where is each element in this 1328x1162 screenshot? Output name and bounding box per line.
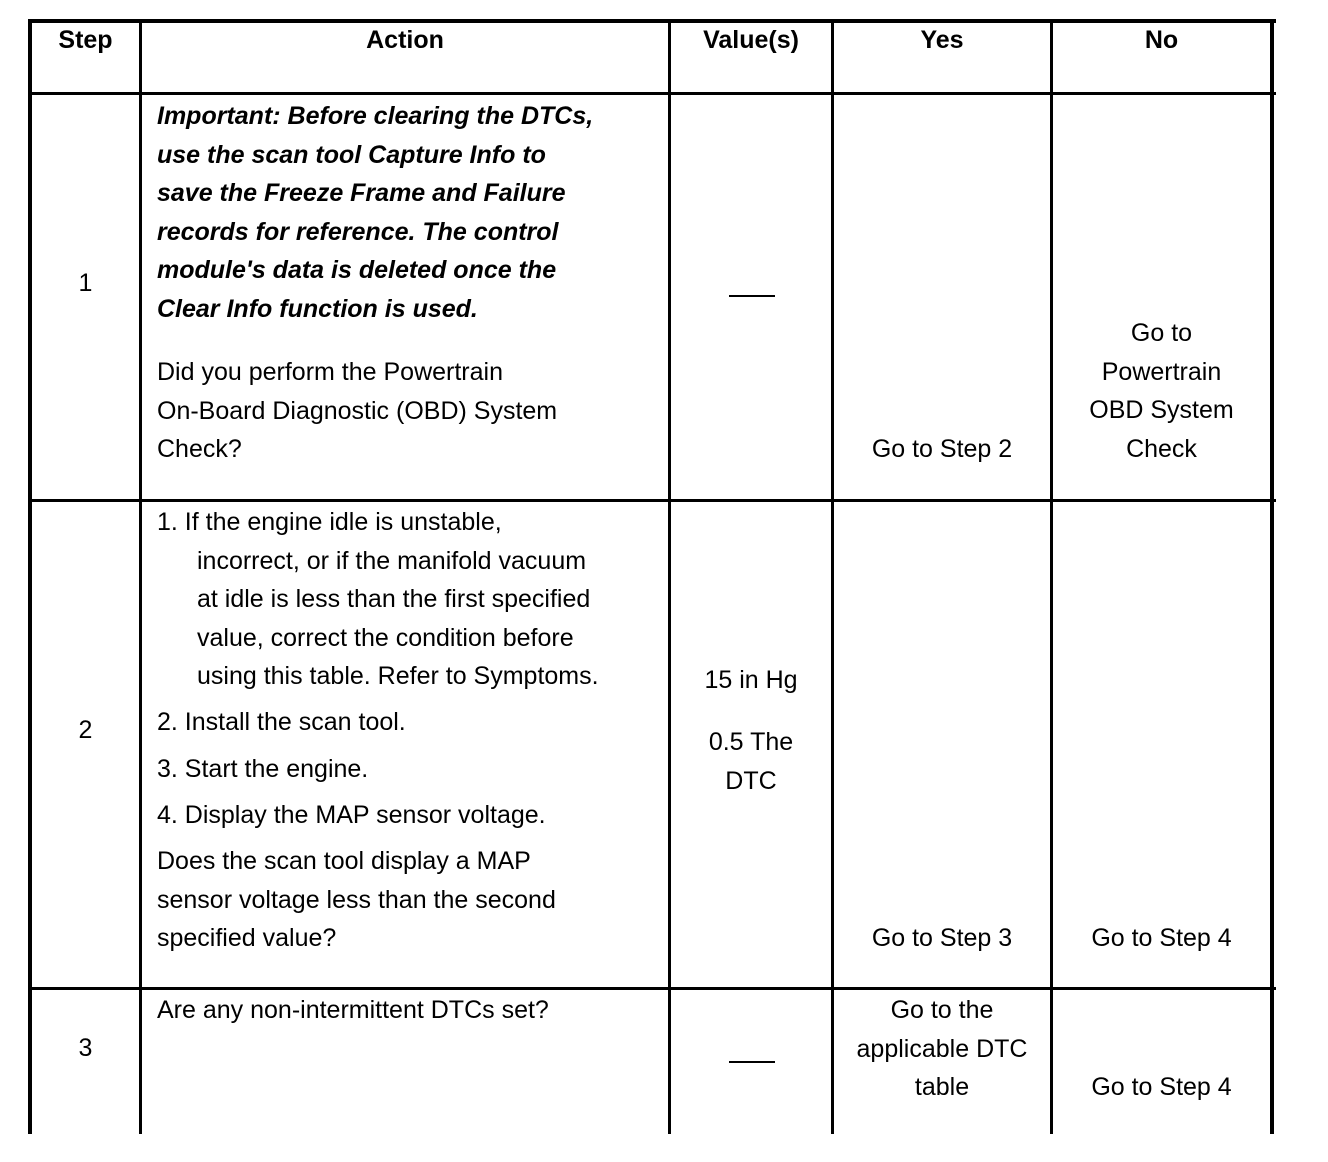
col-divider-3 <box>831 19 834 1134</box>
row-3-value-dash <box>729 1061 775 1063</box>
header-step: Step <box>58 26 113 54</box>
row-3-step: 3 <box>78 1034 93 1062</box>
no-line: Go to <box>1130 319 1193 347</box>
row-2-item-3: 3. Start the engine. <box>157 755 369 783</box>
row-2-item-4: 4. Display the MAP sensor voltage. <box>157 801 546 829</box>
row-2-item-1 <box>157 503 599 696</box>
item-line: using this table. Refer to Symptoms. <box>197 662 599 690</box>
item-line: at idle is less than the first specified <box>197 585 591 613</box>
col-divider-2 <box>668 19 671 1134</box>
header-yes: Yes <box>920 26 964 54</box>
row-1-question <box>157 353 557 469</box>
question-line: On-Board Diagnostic (OBD) System <box>157 396 558 425</box>
row-2-step: 2 <box>78 716 93 744</box>
row-divider-1 <box>28 499 1276 502</box>
question-line: sensor voltage less than the second <box>157 885 556 914</box>
row-1-no <box>1053 314 1270 468</box>
item-line: incorrect, or if the manifold vacuum <box>197 546 587 575</box>
note-line: Clear Info function is used. <box>157 294 478 323</box>
row-2-no: Go to Step 4 <box>1091 924 1232 952</box>
row-1-yes: Go to Step 2 <box>871 435 1013 463</box>
row-1-step: 1 <box>78 269 93 297</box>
row-3-yes <box>834 991 1050 1107</box>
question-line: Does the scan tool display a MAP <box>157 847 531 875</box>
no-line: Check <box>1126 434 1197 463</box>
table-border-right <box>1270 19 1274 1134</box>
row-divider-2 <box>28 987 1276 990</box>
note-line: save the Freeze Frame and Failure <box>157 179 566 207</box>
question-line: Did you perform the Powertrain <box>157 358 503 386</box>
header-action: Action <box>366 26 444 54</box>
no-line: OBD System <box>1089 396 1234 424</box>
yes-line: table <box>914 1073 970 1101</box>
row-2-item-2: 2. Install the scan tool. <box>157 708 406 736</box>
row-3-question: Are any non-intermittent DTCs set? <box>157 996 549 1024</box>
value-line: DTC <box>725 766 777 795</box>
col-divider-1 <box>139 19 142 1134</box>
no-line: Powertrain <box>1101 357 1222 386</box>
item-line: value, correct the condition before <box>197 623 574 652</box>
question-line: specified value? <box>157 924 337 952</box>
row-2-yes: Go to Step 3 <box>871 924 1013 952</box>
yes-line: applicable DTC <box>856 1034 1028 1063</box>
note-line: module's data is deleted once the <box>157 256 557 284</box>
note-line: records for reference. The control <box>157 217 559 246</box>
row-1-important-note <box>157 97 593 328</box>
row-2-value-1: 15 in Hg <box>704 666 798 694</box>
row-1-value-dash <box>729 295 775 297</box>
table-border-top <box>28 19 1276 23</box>
table-border-left <box>28 19 32 1134</box>
header-values: Value(s) <box>703 26 799 54</box>
yes-line: Go to the <box>890 996 994 1024</box>
note-line: Important: Before clearing the DTCs, <box>157 102 594 130</box>
header-no: No <box>1144 26 1179 54</box>
item-line: 1. If the engine idle is unstable, <box>157 508 502 536</box>
row-2-value-2 <box>671 723 831 800</box>
col-divider-4 <box>1050 19 1053 1134</box>
value-line: 0.5 The <box>708 728 794 756</box>
header-divider <box>28 92 1276 95</box>
row-3-no: Go to Step 4 <box>1091 1073 1232 1101</box>
note-line: use the scan tool Capture Info to <box>157 140 546 169</box>
row-2-question <box>157 842 556 958</box>
question-line: Check? <box>157 435 242 463</box>
